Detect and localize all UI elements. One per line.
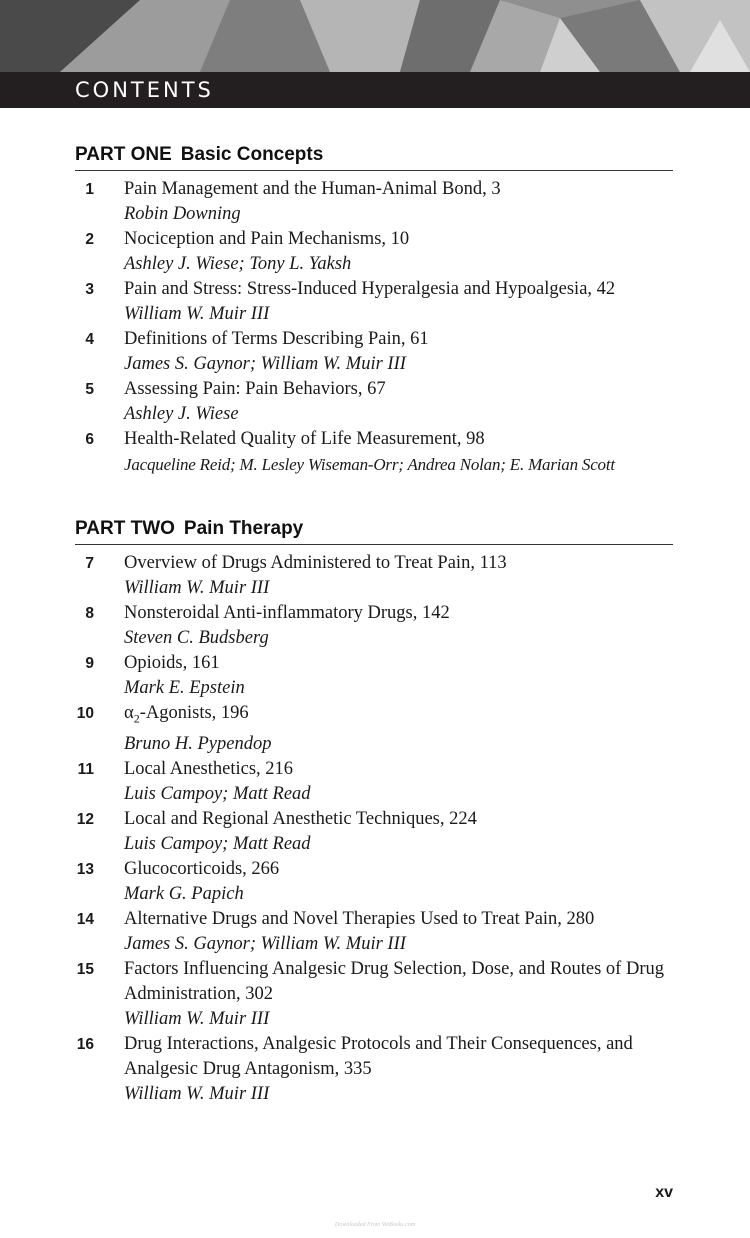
part-number: PART TWO bbox=[75, 518, 175, 539]
chapter-number: 9 bbox=[85, 655, 94, 672]
chapter-title: Health-Related Quality of Life Measurement, 98 bbox=[124, 429, 485, 449]
chapter-authors: William W. Muir III bbox=[124, 1008, 270, 1029]
chapter-entry[interactable] bbox=[75, 651, 673, 701]
header-banner-graphic bbox=[0, 0, 750, 72]
alpha-symbol: α bbox=[124, 703, 134, 723]
chapter-entry[interactable] bbox=[75, 957, 673, 1032]
chapter-number: 7 bbox=[85, 555, 94, 572]
chapter-authors: William W. Muir III bbox=[124, 304, 270, 324]
chapter-number: 12 bbox=[76, 810, 94, 828]
chapter-authors: James S. Gaynor; William W. Muir III bbox=[124, 354, 406, 374]
chapter-authors: Ashley J. Wiese bbox=[124, 404, 239, 424]
chapter-number: 14 bbox=[76, 910, 94, 928]
chapter-title: Nociception and Pain Mechanisms, 10 bbox=[124, 229, 410, 249]
chapter-entry[interactable] bbox=[75, 757, 673, 807]
chapter-authors: James S. Gaynor; William W. Muir III bbox=[124, 933, 406, 954]
chapter-number: 2 bbox=[85, 231, 94, 248]
chapter-number: 15 bbox=[76, 960, 94, 978]
part-number: PART ONE bbox=[75, 144, 172, 165]
chapter-entry[interactable] bbox=[75, 857, 673, 907]
chapter-list bbox=[75, 177, 673, 477]
chapter-entry[interactable] bbox=[75, 377, 673, 427]
chapter-title: Assessing Pain: Pain Behaviors, 67 bbox=[124, 379, 386, 399]
chapter-number: 6 bbox=[85, 431, 94, 448]
part-heading bbox=[75, 517, 673, 545]
chapter-entry[interactable] bbox=[75, 177, 673, 227]
chapter-authors: Jacqueline Reid; M. Lesley Wiseman-Orr; Andrea Nolan; E. Marian Scott bbox=[124, 455, 615, 474]
part-one-section bbox=[75, 143, 673, 477]
chapter-authors: William W. Muir III bbox=[124, 1083, 270, 1104]
chapter-entry[interactable] bbox=[75, 907, 673, 957]
chapter-entry[interactable] bbox=[75, 327, 673, 377]
chapter-entry[interactable] bbox=[75, 601, 673, 651]
chapter-number: 8 bbox=[85, 605, 94, 622]
chapter-title: Pain and Stress: Stress-Induced Hyperalgesia and Hypoalgesia, 42 bbox=[124, 279, 616, 299]
chapter-authors: Luis Campoy; Matt Read bbox=[124, 833, 311, 854]
chapter-title bbox=[124, 701, 673, 732]
chapter-authors: Mark G. Papich bbox=[124, 883, 244, 904]
chapter-entry[interactable] bbox=[75, 427, 673, 477]
part-two-section bbox=[75, 517, 673, 1107]
chapter-authors: Mark E. Epstein bbox=[124, 678, 245, 698]
chapter-title: Local and Regional Anesthetic Techniques, 224 bbox=[124, 808, 477, 829]
chapter-authors: Steven C. Budsberg bbox=[124, 628, 269, 648]
chapter-number: 10 bbox=[76, 705, 94, 722]
chapter-number: 16 bbox=[76, 1035, 94, 1053]
page-title: CONTENTS bbox=[75, 78, 214, 102]
chapter-title: Opioids, 161 bbox=[124, 653, 220, 673]
chapter-title: Pain Management and the Human-Animal Bond, 3 bbox=[124, 179, 501, 199]
chapter-title: Local Anesthetics, 216 bbox=[124, 758, 294, 779]
chapter-entry[interactable] bbox=[75, 807, 673, 857]
chapter-title: Definitions of Terms Describing Pain, 61 bbox=[124, 329, 429, 349]
chapter-entry[interactable] bbox=[75, 1032, 673, 1107]
chapter-title: Nonsteroidal Anti-inflammatory Drugs, 142 bbox=[124, 603, 450, 623]
part-name: Basic Concepts bbox=[180, 144, 324, 165]
banner-facets bbox=[0, 0, 750, 72]
part-name: Pain Therapy bbox=[183, 518, 304, 539]
chapter-entry[interactable] bbox=[75, 551, 673, 601]
chapter-number: 4 bbox=[85, 331, 94, 348]
chapter-number: 1 bbox=[85, 181, 94, 198]
chapter-authors: William W. Muir III bbox=[124, 578, 270, 598]
watermark: Downloaded From VetBooks.com bbox=[334, 1222, 416, 1228]
alpha-subscript: 2 bbox=[133, 711, 140, 726]
chapter-title: Glucocorticoids, 266 bbox=[124, 858, 280, 879]
chapter-title-text: -Agonists, 196 bbox=[139, 703, 249, 723]
chapter-authors: Luis Campoy; Matt Read bbox=[124, 783, 311, 804]
chapter-authors: Robin Downing bbox=[124, 204, 241, 224]
chapter-number: 3 bbox=[85, 281, 94, 298]
chapter-number: 5 bbox=[85, 381, 94, 398]
chapter-title: Overview of Drugs Administered to Treat Pain, 113 bbox=[124, 553, 507, 573]
chapter-title: Drug Interactions, Analgesic Protocols and Their Consequences, and Analgesic Drug Antagonism, 335 bbox=[124, 1033, 633, 1079]
chapter-entry[interactable] bbox=[75, 701, 673, 757]
chapter-entry[interactable] bbox=[75, 227, 673, 277]
chapter-authors: Ashley J. Wiese; Tony L. Yaksh bbox=[124, 254, 352, 274]
chapter-title: Alternative Drugs and Novel Therapies Used to Treat Pain, 280 bbox=[124, 908, 595, 929]
chapter-authors: Bruno H. Pypendop bbox=[124, 733, 272, 754]
chapter-number: 11 bbox=[77, 760, 94, 778]
chapter-entry[interactable] bbox=[75, 277, 673, 327]
chapter-title: Factors Influencing Analgesic Drug Selection, Dose, and Routes of Drug Administration, 302 bbox=[124, 958, 664, 1004]
chapter-number: 13 bbox=[76, 860, 94, 878]
page-number: xv bbox=[655, 1184, 673, 1201]
part-heading bbox=[75, 143, 673, 171]
chapter-list bbox=[75, 551, 673, 1107]
